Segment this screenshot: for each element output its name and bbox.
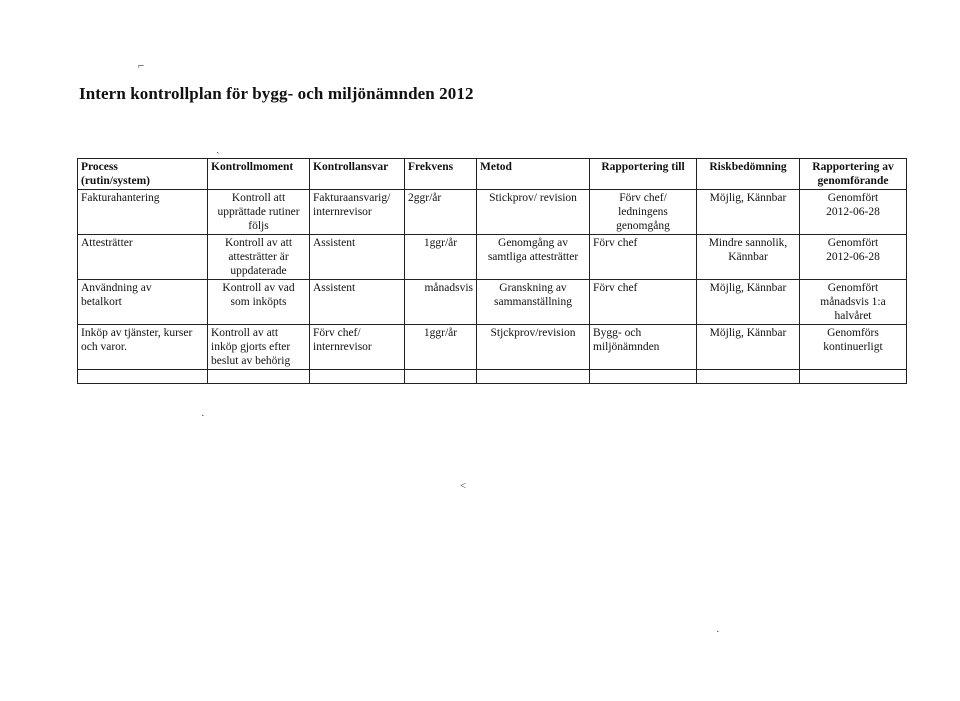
cell-kontrollmoment: Kontroll att upprättade rutiner följs [208, 190, 310, 235]
scan-speck-mark: · [201, 410, 205, 422]
cell-empty [208, 370, 310, 384]
cell-frekvens: 1ggr/år [405, 235, 477, 280]
cell-frekvens: månadsvis [405, 280, 477, 325]
document-title: Intern kontrollplan för bygg- och miljönämnden 2012 [79, 84, 474, 103]
cell-riskbedomning: Mindre sannolik, Kännbar [697, 235, 800, 280]
cell-rapportering-genomforande: Genomförs kontinuerligt [800, 325, 907, 370]
cell-rapportering-genomforande: Genomfört månadsvis 1:a halvåret [800, 280, 907, 325]
header-kontrollmoment: Kontrollmoment [208, 159, 310, 190]
header-kontrollansvar: Kontrollansvar [310, 159, 405, 190]
header-process: Process (rutin/system) [78, 159, 208, 190]
header-frekvens: Frekvens [405, 159, 477, 190]
cell-empty [78, 370, 208, 384]
table-row [78, 190, 907, 235]
table-row [78, 235, 907, 280]
header-metod: Metod [477, 159, 590, 190]
cell-metod: Stjckprov/revision [477, 325, 590, 370]
table-row [78, 325, 907, 370]
cell-empty [590, 370, 697, 384]
cell-metod: Granskning av sammanställning [477, 280, 590, 325]
cell-empty [477, 370, 590, 384]
header-rapportering-till: Rapportering till [590, 159, 697, 190]
cell-rapportering-till: Förv chef/ ledningens genomgång [590, 190, 697, 235]
cell-riskbedomning: Möjlig, Kännbar [697, 190, 800, 235]
cell-rapportering-till: Bygg- och miljönämnden [590, 325, 697, 370]
cell-kontrollansvar: Fakturaansvarig/ internrevisor [310, 190, 405, 235]
cell-frekvens: 1ggr/år [405, 325, 477, 370]
table-row [78, 370, 907, 384]
cell-kontrollansvar: Assistent [310, 235, 405, 280]
cell-riskbedomning: Möjlig, Kännbar [697, 325, 800, 370]
cell-rapportering-till: Förv chef [590, 280, 697, 325]
cell-metod: Genomgång av samtliga attesträtter [477, 235, 590, 280]
cell-empty [405, 370, 477, 384]
header-rapportering-av-genomforande: Rapportering av genomförande [800, 159, 907, 190]
cell-frekvens: 2ggr/år [405, 190, 477, 235]
cell-rapportering-genomforande: Genomfört 2012-06-28 [800, 235, 907, 280]
scan-speck-mark: ˂ [460, 480, 467, 492]
table-row [78, 280, 907, 325]
table-header-row [78, 159, 907, 190]
cell-kontrollansvar: Assistent [310, 280, 405, 325]
cell-kontrollansvar: Förv chef/ internrevisor [310, 325, 405, 370]
cell-process: Attesträtter [78, 235, 208, 280]
cell-riskbedomning: Möjlig, Kännbar [697, 280, 800, 325]
cell-kontrollmoment: Kontroll av vad som inköpts [208, 280, 310, 325]
scan-speck-mark: ˎ [216, 142, 220, 154]
header-riskbedomning: Riskbedömning [697, 159, 800, 190]
scan-speck-mark: · [716, 626, 720, 638]
cell-process: Inköp av tjänster, kurser och varor. [78, 325, 208, 370]
cell-empty [697, 370, 800, 384]
scan-speck-mark: ⌐ [138, 60, 145, 72]
cell-empty [310, 370, 405, 384]
cell-kontrollmoment: Kontroll av att attesträtter är uppdaterade [208, 235, 310, 280]
cell-metod: Stickprov/ revision [477, 190, 590, 235]
control-plan-table [77, 158, 907, 384]
cell-empty [800, 370, 907, 384]
cell-process: Användning av betalkort [78, 280, 208, 325]
cell-rapportering-genomforande: Genomfört 2012-06-28 [800, 190, 907, 235]
cell-process: Fakturahantering [78, 190, 208, 235]
cell-kontrollmoment: Kontroll av att inköp gjorts efter beslut av behörig [208, 325, 310, 370]
cell-rapportering-till: Förv chef [590, 235, 697, 280]
